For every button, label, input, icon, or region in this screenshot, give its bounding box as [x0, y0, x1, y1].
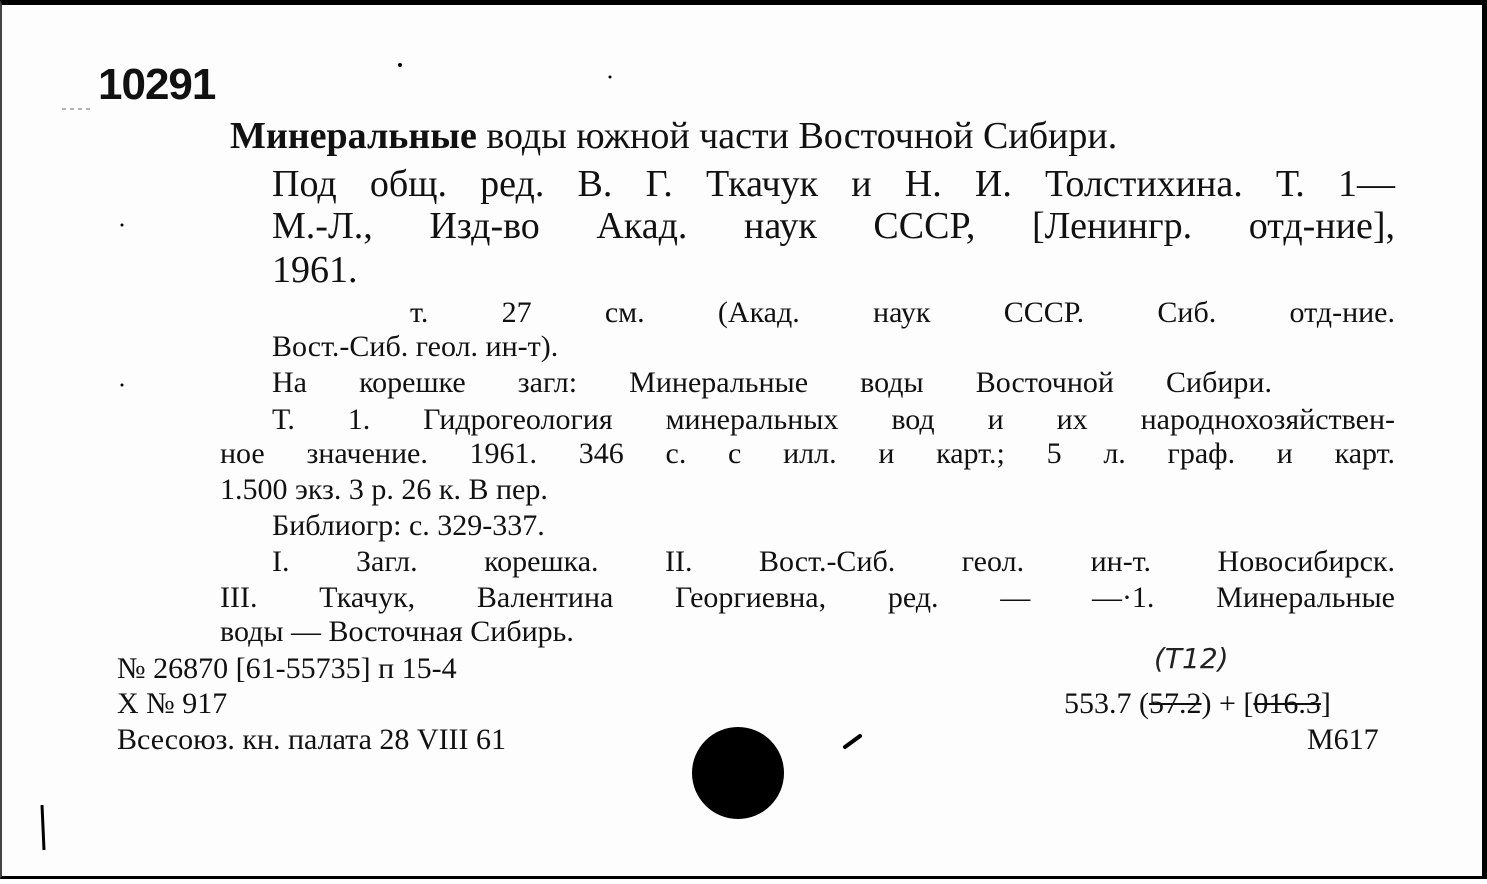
- tracing-line-1: I. Загл. корешка. II. Вост.-Сиб. геол. ин-т. Новосибирск.: [272, 545, 1395, 578]
- tracing-line-2: III. Ткачук, Валентина Георгиевна, ред. — —·1. Минеральные: [220, 581, 1395, 614]
- volume-line-3: 1.500 экз. 3 р. 26 к. В пер.: [220, 473, 548, 506]
- volume-line-2: ное значение. 1961. 346 с. с илл. и карт.; 5 л. граф. и карт.: [220, 437, 1395, 470]
- speck: [121, 224, 124, 227]
- class-struck-1: 57.2: [1149, 687, 1202, 720]
- collation-line-1: т. 27 см. (Акад. наук СССР. Сиб. отд-ние.: [410, 296, 1395, 329]
- x-number: Х № 917: [117, 687, 228, 720]
- title-heading: Минеральные: [230, 115, 477, 157]
- chamber-stamp: Всесоюз. кн. палата 28 VIII 61: [117, 723, 507, 756]
- class-prefix: 553.7 (: [1064, 687, 1149, 720]
- class-struck-2: 016.3: [1253, 687, 1321, 720]
- speck: [398, 63, 402, 67]
- speck: [121, 384, 124, 387]
- class-end: ]: [1320, 687, 1331, 720]
- tracing-line-3: воды — Восточная Сибирь.: [220, 615, 574, 648]
- cutter-number: М617: [1307, 723, 1379, 756]
- title-line-2: Под общ. ред. В. Г. Ткачук и Н. И. Толстихина. Т. 1—: [272, 163, 1395, 205]
- scan-marks: [2, 5, 1487, 884]
- handwritten-mark: (Т12): [1154, 642, 1229, 675]
- class-mid: ) + [: [1201, 687, 1254, 720]
- order-number: № 26870 [61-55735] п 15-4: [117, 652, 457, 685]
- card-number: 10291: [98, 60, 216, 109]
- bibliography-note: Библиогр: с. 329-337.: [272, 509, 545, 542]
- edge-mark: [42, 805, 44, 850]
- title-rest: воды южной части Восточной Сибири.: [486, 115, 1118, 157]
- spine-note: На корешке загл: Минеральные воды Восточной Сибири.: [272, 366, 1272, 399]
- imprint-year: 1961.: [272, 249, 358, 291]
- collation-line-2: Вост.-Сиб. геол. ин-т).: [272, 330, 559, 363]
- pencil-tick: [845, 736, 860, 747]
- speck: [609, 76, 612, 79]
- imprint-line: М.-Л., Изд-во Акад. наук СССР, [Ленингр. отд-ние],: [272, 205, 1395, 247]
- volume-line-1: Т. 1. Гидрогеология минеральных вод и их народнохозяйствен-: [272, 403, 1395, 436]
